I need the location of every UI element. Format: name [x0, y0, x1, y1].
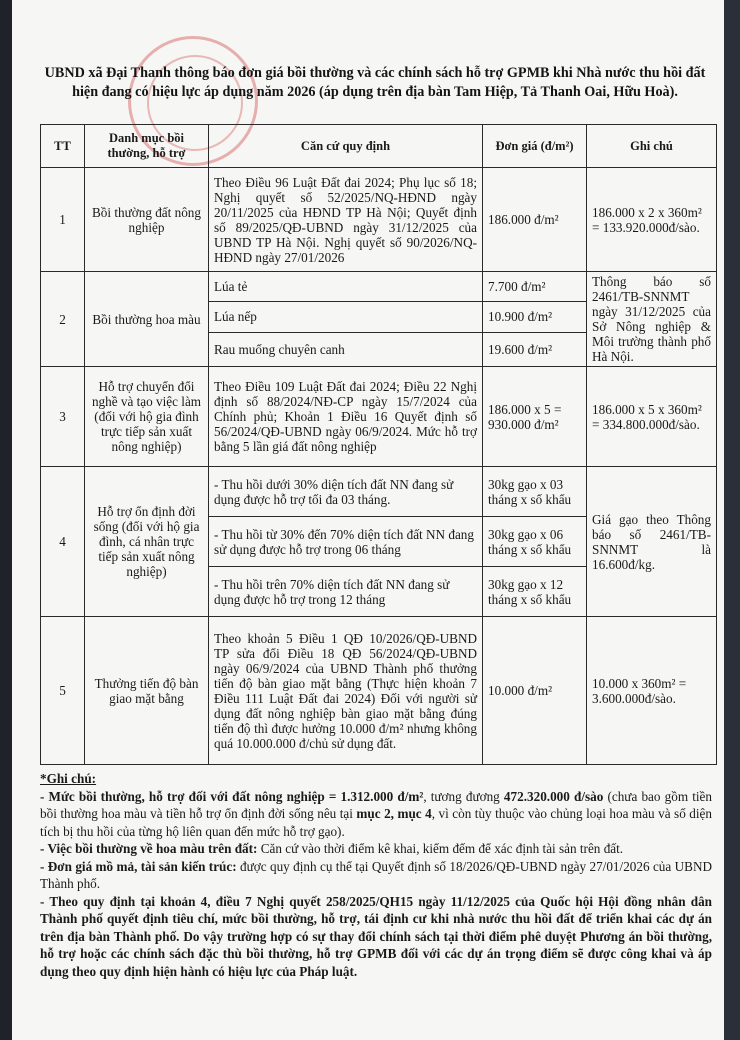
- note-bold-text: - Việc bồi thường về hoa màu trên đất:: [40, 841, 258, 856]
- note-text: Căn cứ vào thời điểm kê khai, kiểm đếm để xác định tài sản trên đất.: [257, 841, 624, 856]
- table-row: [41, 617, 717, 765]
- row-legal-basis: Theo Điều 96 Luật Đất đai 2024; Phụ lục số 18; Nghị quyết số 52/2025/NQ-HĐND ngày 20/11/2025 của HĐND TP Hà Nội; Quyết định số 89/2025/QĐ-UBND ngày 31/12/2025 của UBND TP Hà Nội. Nghị quyết số 90/2026/NQ-HĐND ngày 27/01/2026: [209, 168, 483, 272]
- row-note: Thông báo số 2461/TB-SNNMT ngày 31/12/2025 của Sở Nông nghiệp & Môi trường thành phố Hà Nội.: [587, 272, 717, 367]
- note-item: [40, 788, 712, 841]
- row-number: 4: [41, 467, 85, 617]
- row-unit-price: 30kg gạo x 06 tháng x số khẩu: [483, 517, 587, 567]
- row-legal-basis: - Thu hồi trên 70% diện tích đất NN đang sử dụng được hỗ trợ trong 12 tháng: [209, 567, 483, 617]
- row-legal-basis: - Thu hồi dưới 30% diện tích đất NN đang sử dụng được hỗ trợ tối đa 03 tháng.: [209, 467, 483, 517]
- note-text: , vì còn tùy thuộc vào chủng loại hoa màu và số diện tích bị thu hồi của từng hộ liên quan đến mức hỗ trợ gạo).: [40, 806, 712, 839]
- row-unit-price: 19.600 đ/m²: [483, 332, 587, 366]
- note-bold-text: 472.320.000 đ/sào: [503, 788, 604, 804]
- row-unit-price: 7.700 đ/m²: [483, 272, 587, 302]
- row-category: Bồi thường hoa màu: [85, 272, 209, 367]
- row-legal-basis: Theo khoản 5 Điều 1 QĐ 10/2026/QĐ-UBND TP sửa đổi Điều 18 QĐ 56/2024/QĐ-UBND ngày 06/9/2024 của UBND Thành phố thưởng tiến độ bàn giao mặt bằng (Thực hiện khoản 7 Điều 111 Luật Đất đai 2024) Đối với người sử dụng đất nông nghiệp bàn giao mặt bằng đúng tiến độ thì được hưởng 10.000 đ/m² nhưng không quá 10.000.000 đ/chủ sử dụng đất.: [209, 617, 483, 765]
- row-number: 3: [41, 367, 85, 467]
- document-title: UBND xã Đại Thanh thông báo đơn giá bồi thường và các chính sách hỗ trợ GPMB khi Nhà nước thu hồi đất hiện đang có hiệu lực áp dụng năm 2026 (áp dụng trên địa bàn Tam Hiệp, Tả Thanh Oai, Hữu Hoà).: [44, 65, 706, 100]
- note-text: (chưa bao gồm tiền bồi thường hoa màu và tiền hỗ trợ ổn định đời sống nêu tại: [40, 788, 712, 821]
- table-row: [41, 272, 717, 302]
- row-legal-basis: Lúa nếp: [209, 302, 483, 332]
- row-legal-basis: Lúa tẻ: [209, 272, 483, 302]
- header-can-cu: Căn cứ quy định: [209, 125, 483, 168]
- row-unit-price: 186.000 x 5 = 930.000 đ/m²: [483, 367, 587, 467]
- header-danh-muc: Danh mục bồi thường, hỗ trợ: [85, 125, 209, 168]
- row-note: 186.000 x 5 x 360m² = 334.800.000đ/sào.: [587, 367, 717, 467]
- note-bold-text: - Đơn giá mồ mả, tài sản kiến trúc:: [40, 858, 237, 874]
- compensation-table: [40, 124, 717, 765]
- row-note: 10.000 x 360m² = 3.600.000đ/sào.: [587, 617, 717, 765]
- row-legal-basis: Rau muống chuyên canh: [209, 332, 483, 366]
- row-note: 186.000 x 2 x 360m² = 133.920.000đ/sào.: [587, 168, 717, 272]
- row-legal-basis: - Thu hồi từ 30% đến 70% diện tích đất NN đang sử dụng được hỗ trợ trong 06 tháng: [209, 517, 483, 567]
- note-item: [40, 893, 712, 981]
- table-row: [41, 168, 717, 272]
- header-tt: TT: [41, 125, 85, 168]
- row-category: Thưởng tiến độ bàn giao mặt bằng: [85, 617, 209, 765]
- row-legal-basis: Theo Điều 109 Luật Đất đai 2024; Điều 22 Nghị định số 88/2024/NĐ-CP ngày 15/7/2024 của Chính phủ; Khoản 1 Điều 16 Quyết định số 56/2024/QĐ-UBND ngày 06/9/2024. Mức hỗ trợ bằng 5 lần giá đất nông nghiệp: [209, 367, 483, 467]
- note-text: , tương đương: [423, 788, 504, 804]
- row-note: Giá gạo theo Thông báo số 2461/TB-SNNMT là 16.600đ/kg.: [587, 467, 717, 617]
- note-text: được quy định cụ thể tại Quyết định số 18/2026/QĐ-UBND ngày 27/01/2026 của UBND Thành phố.: [40, 858, 712, 891]
- note-bold-text: - Theo quy định tại khoản 4, điều 7 Nghị quyết 258/2025/QH15 ngày 11/12/2025 của Quốc hội Hội đồng nhân dân Thành phố quyết định tiêu chí, mức bồi thường, hỗ trợ, tái định cư khi nhà nước thu hồi đất để triển khai các dự án trên địa bàn Thành phố. Do vậy trường hợp có sự thay đổi chính sách tại thời điểm phê duyệt Phương án bồi thường, hỗ trợ hoặc các chính sách đặc thù bồi thường, hỗ trợ GPMB đối với các dự án trọng điểm sẽ được công khai và áp dụng theo quy định hiện hành có hiệu lực của Pháp luật.: [40, 893, 712, 979]
- note-bold-text: mục 2, mục 4: [356, 806, 432, 821]
- row-unit-price: 30kg gạo x 12 tháng x số khẩu: [483, 567, 587, 617]
- note-item: [40, 858, 712, 893]
- row-unit-price: 30kg gạo x 03 tháng x số khẩu: [483, 467, 587, 517]
- table-row: [41, 367, 717, 467]
- row-number: 5: [41, 617, 85, 765]
- row-number: 2: [41, 272, 85, 367]
- note-bold-text: - Mức bồi thường, hỗ trợ đối với đất nông nghiệp = 1.312.000 đ/m²: [40, 788, 424, 804]
- row-unit-price: 10.000 đ/m²: [483, 617, 587, 765]
- header-ghi-chu: Ghi chú: [587, 125, 717, 168]
- row-category: Hỗ trợ ổn định đời sống (đối với hộ gia đình, cá nhân trực tiếp sản xuất nông nghiệp): [85, 467, 209, 617]
- table-header-row: [41, 125, 717, 168]
- row-category: Bồi thường đất nông nghiệp: [85, 168, 209, 272]
- page-edge: [724, 0, 740, 1040]
- notes-section: [40, 770, 712, 980]
- row-unit-price: 10.900 đ/m²: [483, 302, 587, 332]
- note-item: [40, 840, 712, 858]
- notes-heading: *Ghi chú:: [40, 771, 97, 786]
- row-number: 1: [41, 168, 85, 272]
- header-don-gia: Đơn giá (đ/m²): [483, 125, 587, 168]
- table-row: [41, 467, 717, 517]
- row-category: Hỗ trợ chuyển đổi nghề và tạo việc làm (đối với hộ gia đình trực tiếp sản xuất nông nghiệp): [85, 367, 209, 467]
- row-unit-price: 186.000 đ/m²: [483, 168, 587, 272]
